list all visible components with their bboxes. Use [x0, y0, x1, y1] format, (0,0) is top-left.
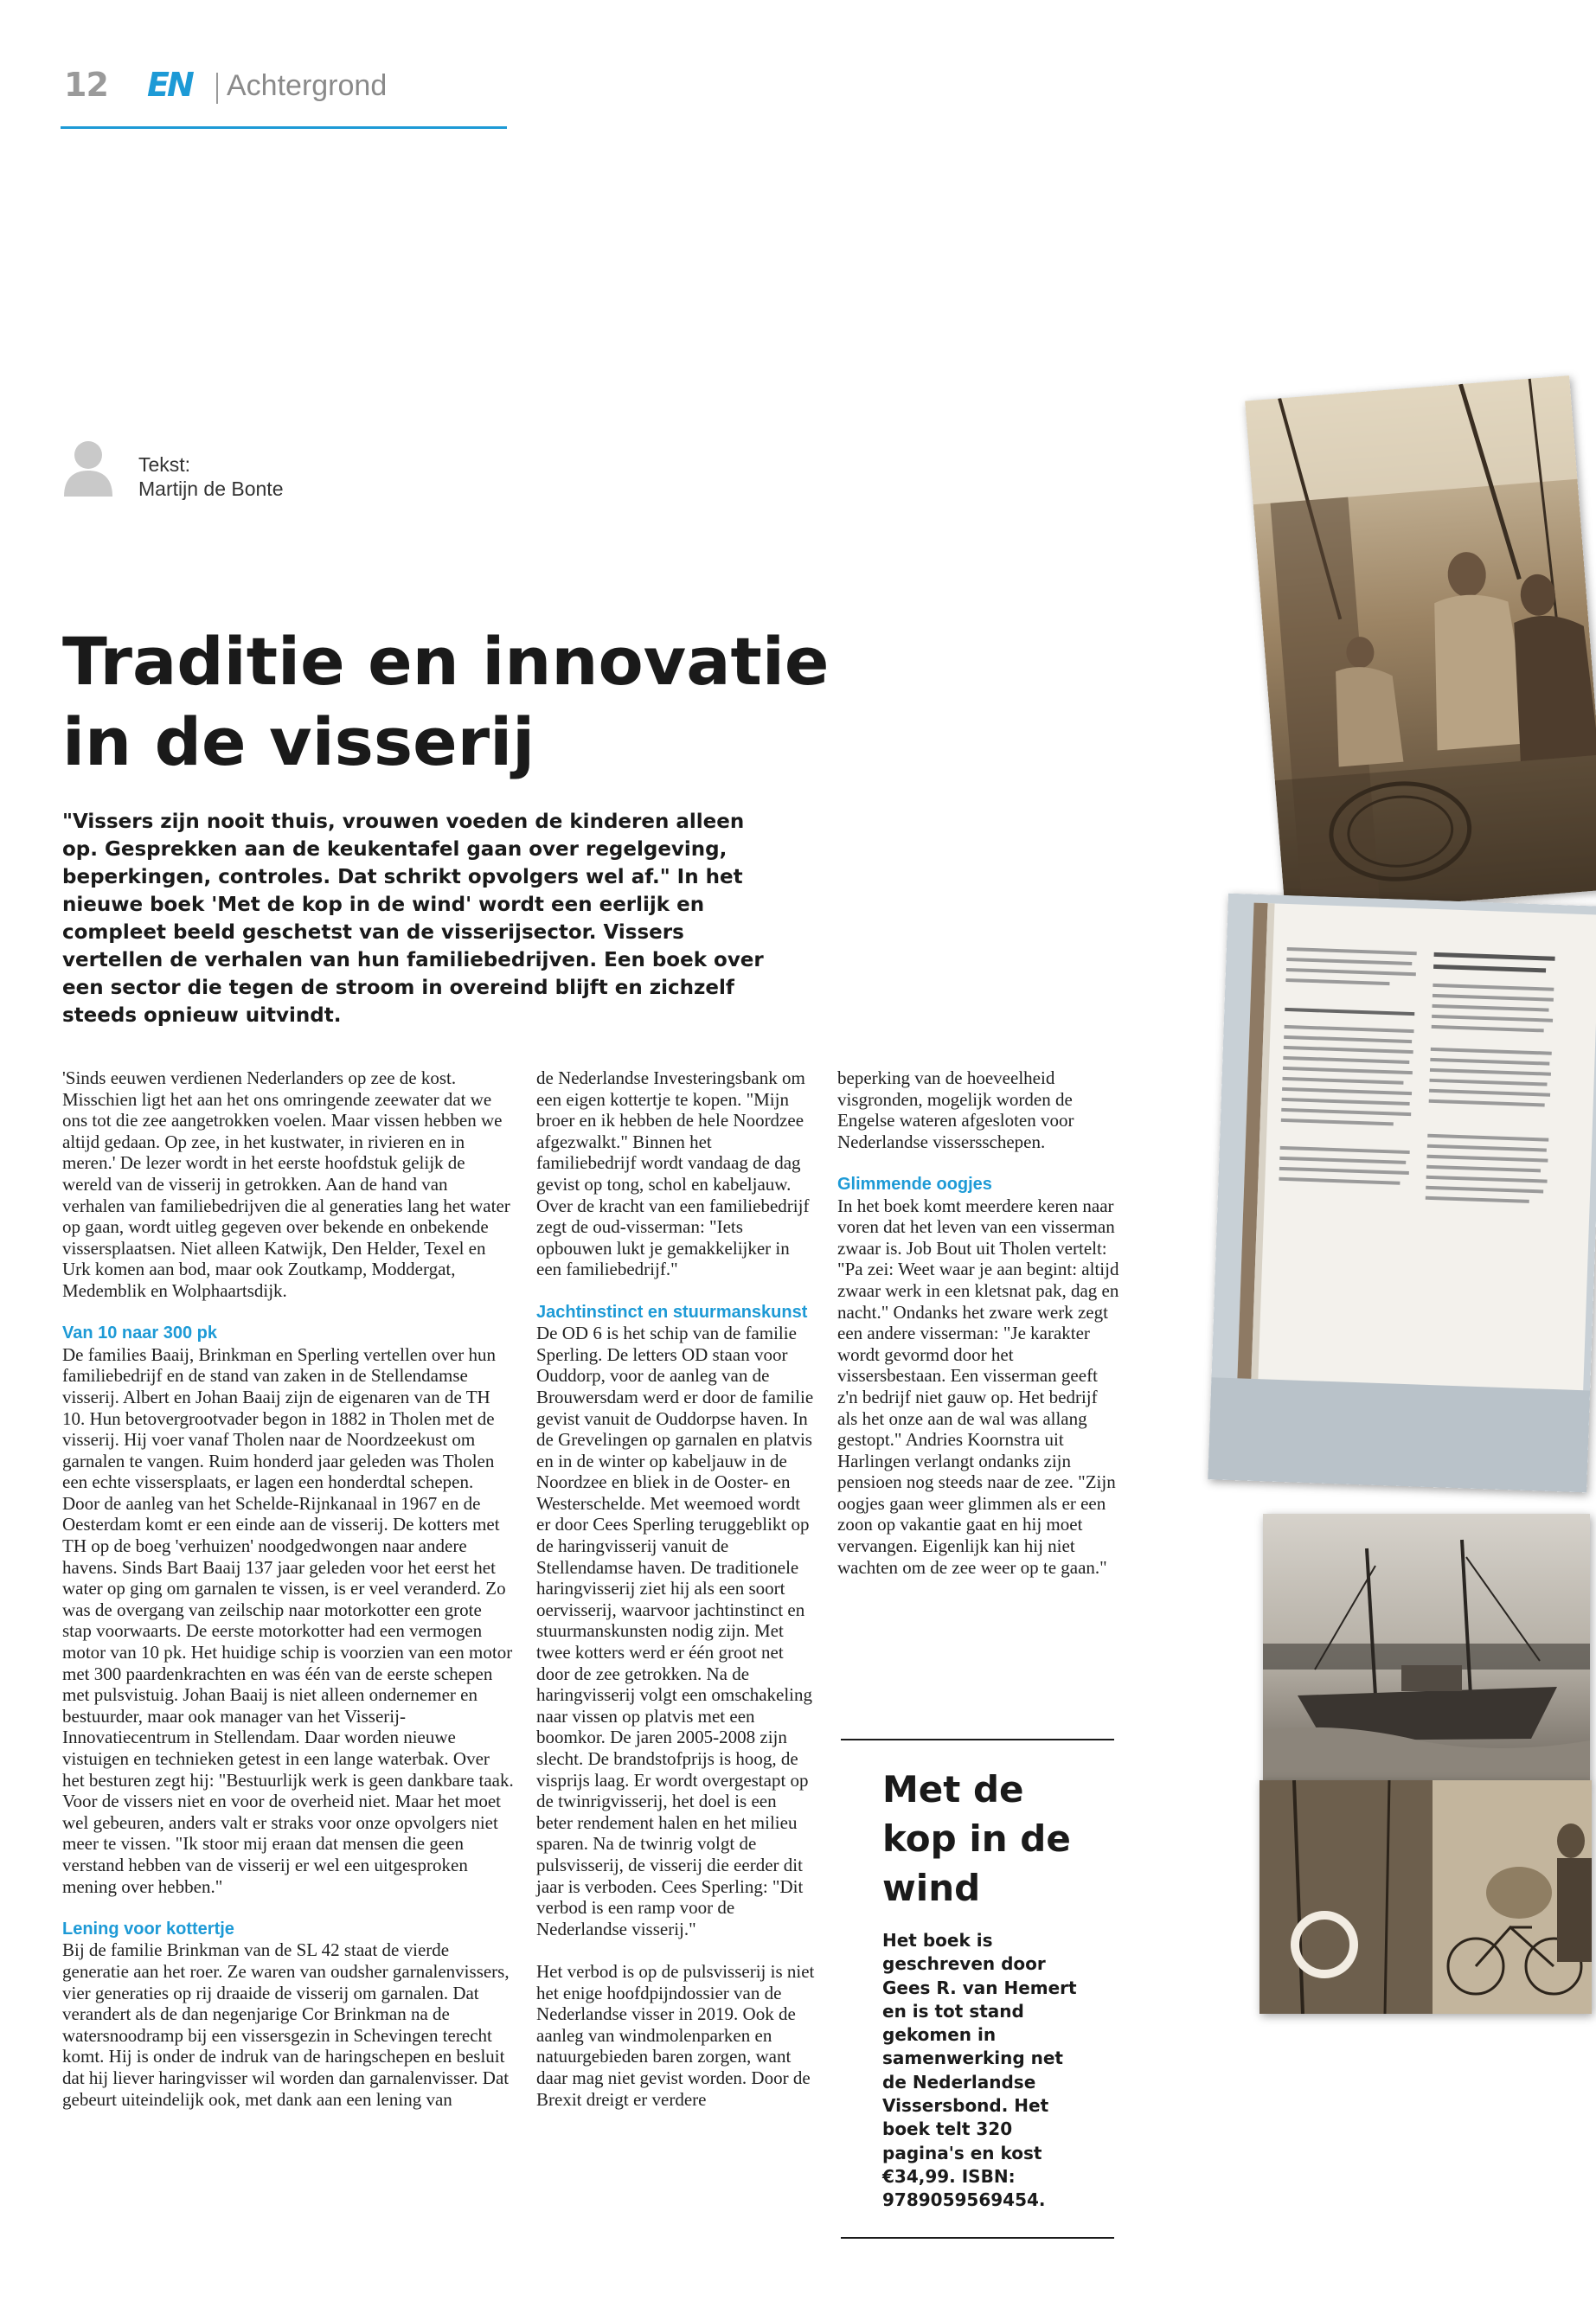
article-lead: "Vissers zijn nooit thuis, vrouwen voeden de kinderen alleen op. Gesprekken aan de keukentafel gaan over regelgeving, beperkingen, controles. Dat schrikt opvolgers wel af." In het nieuwe boek 'Met de kop in de wind' wordt een eerlijk en compleet beeld geschetst van de visserijsector. Vissers vertellen de verhalen van hun familiebedrijven. Een boek over een sector die tegen de stroom in overeind blijft en zichzelf steeds opnieuw uitvindt. — [62, 811, 764, 1027]
subheading: Van 10 naar 300 pk — [62, 1324, 218, 1343]
brand-logo: EN — [147, 66, 192, 104]
photo-harbour-bicycle — [1259, 1780, 1592, 2014]
subheading: Jachtinstinct en stuurmanskunst — [536, 1302, 808, 1322]
author-avatar-icon — [64, 439, 112, 497]
photo-fishermen-deck — [1245, 375, 1596, 915]
info-box-text: Het boek is geschreven door Gees R. van Hemert en is tot stand gekomen in samenwerking net de Nederlandse Vissersbond. Het boek telt 320 pagina's en kost €34,99. ISBN: 9789059569454. — [882, 1930, 1077, 2211]
info-box-bottom-rule — [841, 2237, 1114, 2239]
paragraph: Het verbod is op de pulsvisserij is niet het enige hoofdpijndossier van de Nederlandse visser in 2019. Ook de aanleg van windmolenparken en natuurgebieden baren zorgen, want daar mag niet gevist worden. Door de Brexit dreigt er verdere — [536, 1960, 815, 2110]
article-column-1 — [62, 1067, 514, 2110]
header-separator — [216, 73, 218, 104]
info-box-top-rule — [841, 1739, 1114, 1740]
paragraph: De families Baaij, Brinkman en Sperling vertellen over hun familiebedrijf en de stand van zaken in de Stellendamse visserij. Albert en Johan Baaij zijn de eigenaren van de TH 10. Hun betovergrootvader begon in 1882 in Tholen met de visserij. Hij voer vanaf Tholen naar de Noordzeekust om garnalen te vangen. Ruim honderd jaar geleden was Tholen een echte vissersplaats, er lagen een honderdtal schepen. Door de aanleg van het Schelde-Rijnkanaal in 1967 en de Oesterdam komt er een einde aan de visserij. De kotters met TH op de boeg 'verhuizen' noodgedwongen naar andere havens. Sinds Bart Baaij 137 jaar geleden voor het eerst het water op ging om garnalen te vissen, is er veel veranderd. Zo was de overgang van zeilschip naar motorkotter een grote stap voorwaarts. De eerste motorkotter had een vermogen motor van 10 pk. Het huidige schip is voorzien van een motor met 300 paardenkrachten en was één van de eerste schepen met pulsvistuig. Johan Baaij is niet alleen ondernemer en bestuurder, maar ook manager van het Visserij-Innovatiecentrum in Stellendam. Daar worden nieuwe vistuigen en technieken getest in een lange waterbak. Over het besturen zegt hij: "Bestuurlijk werk is geen dankbare taak. Voor de vissers niet en voor de overheid niet. Maar het moet wel gebeuren, anders valt er straks voor onze opvolgers niet meer te vissen. "Ik stoor mij eraan dat mensen die geen verstand hebben van de visserij er wel een uitgesproken mening over hebben." — [62, 1343, 514, 1897]
article-column-2 — [536, 1067, 815, 2110]
title-line-1: Traditie en innovatie — [62, 623, 830, 700]
paragraph: beperking van de hoeveelheid visgronden, mogelijk worden de Engelse wateren afgesloten voor Nederlandse vissersschepen. — [837, 1067, 1074, 1152]
article-title — [62, 621, 841, 782]
paragraph: De OD 6 is het schip van de familie Sperling. De letters OD staan voor Ouddorp, voor de aanleg van de Brouwersdam werd er door de familie gevist vanuit de Ouddorpse haven. In de Grevelingen op garnalen en platvis en in de winter op kabeljauw in de Noordzee en bliek in de Ooster- en Westerschelde. Met weemoed wordt er door Cees Sperling teruggeblikt op de haringvisserij vanuit de Stellendamse haven. De traditionele haringvisserij ziet hij als een soort oervisserij, waarvoor jachtinstinct en stuurmanskunsten nodig zijn. Met twee kotters werd er één groot net door de zee getrokken. Na de haringvisserij volgt een omschakeling naar vissen op platvis met een boomkor. De jaren 2005-2008 zijn slecht. De brandstofprijs is hoog, de visprijs laag. Er wordt overgestapt op de twinrigvisserij, het doel is een beter rendement halen en het milieu sparen. Na de twinrig volgt de pulsvisserij, de visserij die eerder dit jaar is verboden. Cees Sperling: "Dit verbod is een ramp voor de Nederlandse visserij." — [536, 1323, 814, 1939]
photo-open-book — [1208, 894, 1596, 1493]
section-label: Achtergrond — [227, 69, 388, 102]
title-line-2: in de visserij — [62, 703, 535, 780]
paragraph: 'Sinds eeuwen verdienen Nederlanders op zee de kost. Misschien ligt het aan het ons omringende zeewater dat we ons tot die zee aangetrokken voelen. Maar vissen hebben we altijd gedaan. Op zee, in het kustwater, in rivieren en in meren.' De lezer wordt in het eerste hoofdstuk gelijk de wereld van de visserij in getrokken. Aan de hand van verhalen van familiebedrijven die al generaties lang het water op gaan, wordt uitleg gegeven over bekende en onbekende vissersplaatsen. Niet alleen Katwijk, Den Helder, Texel en Urk komen aan bod, maar ook Zoutkamp, Moddergat, Medemblik en Wolphaartsdijk. — [62, 1067, 510, 1301]
paragraph: In het boek komt meerdere keren naar voren dat het leven van een visserman zwaar is. Job Bout uit Tholen vertelt: "Pa zei: Weet waar je aan begint: altijd zwaar werk in een kletsnat pak, dag en nacht." Ondanks het zware werk zegt een andere visserman: "Je karakter wordt gevormd door het vissersbestaan. Een visserman geeft z'n bedrijf niet gauw op. Het bedrijf als het onze aan de wal was allang gestopt." Andries Koornstra uit Harlingen verlangt ondanks zijn pensioen nog steeds naar de zee. "Zijn oogjes gaan weer glimmen als er een zoon op vakantie gaat en hij moet vervangen. Eigenlijk kan hij niet wachten om de zee weer op te gaan." — [837, 1195, 1119, 1578]
author-name: Martijn de Bonte — [138, 478, 284, 500]
subheading: Glimmende oogjes — [837, 1174, 992, 1194]
photo-cutter-at-sea — [1263, 1514, 1590, 1782]
paragraph: Bij de familie Brinkman van de SL 42 staat de vierde generatie aan het roer. Ze waren van oudsher garnalenvissers, vier generaties op rij draaide de visserij om garnalen. Dat verandert als de dan negenjarige Cor Brinkman na de watersnoodramp bij een vissersgezin in Schevingen terecht komt. Hij is onder de indruk van de haringschepen en besluit dat hij liever haringvisser wil worden dan garnalenvisser. Dat gebeurt uiteindelijk ook, met dank aan een lening van — [62, 1939, 510, 2110]
subheading: Lening voor kottertje — [62, 1919, 234, 1939]
paragraph: de Nederlandse Investeringsbank om een eigen kottertje te kopen. "Mijn broer en ik hebben de hele Noordzee afgezwalkt." Binnen het familiebedrijf wordt vandaag de dag gevist op tong, schol en kabeljauw. Over de kracht van een familiebedrijf zegt de oud-visserman: "Iets opbouwen lukt je gemakkelijker in een familiebedrijf." — [536, 1067, 810, 1280]
header-rule — [61, 126, 507, 129]
article-column-3 — [837, 1067, 1119, 1578]
page-number: 12 — [64, 66, 108, 104]
author-label: Tekst: — [138, 453, 191, 476]
info-box-title: Met de kop in de wind — [882, 1768, 1071, 1909]
